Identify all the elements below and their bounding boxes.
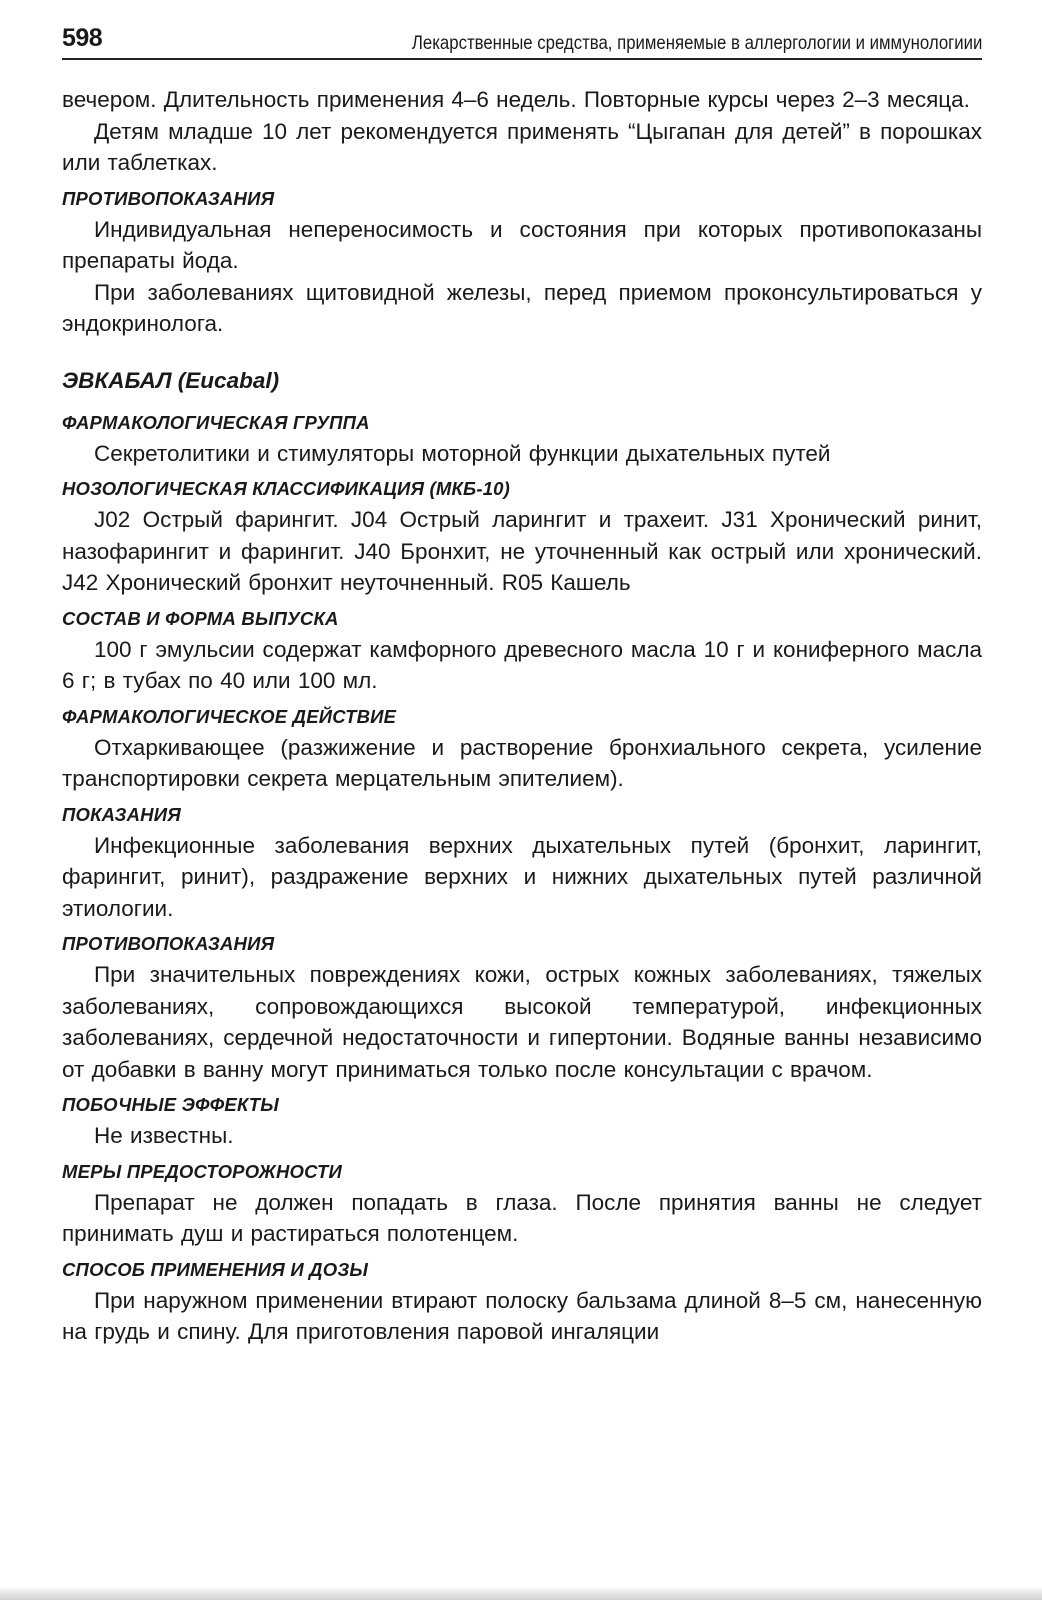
page-number: 598 bbox=[62, 24, 103, 52]
drug-title: ЭВКАБАЛ (Eucabal) bbox=[62, 367, 280, 393]
paragraph: Не известны. bbox=[94, 1123, 234, 1148]
paragraph: Индивидуальная непереносимость и состояния при которых противопоказаны препараты йода. bbox=[62, 216, 982, 273]
section-heading-side-effects: ПОБОЧНЫЕ ЭФФЕКТЫ bbox=[62, 1094, 279, 1115]
paragraph: Инфекционные заболевания верхних дыхательных путей (бронхит, ларингит, фарингит, ринит), раздражение верхних и нижних дыхательных путей различной этиологии. bbox=[62, 832, 982, 921]
paragraph: При заболеваниях щитовидной железы, перед приемом проконсультироваться у эндокринолога. bbox=[62, 279, 982, 336]
paragraph: Препарат не должен попадать в глаза. После принятия ванны не следует принимать душ и растираться полотенцем. bbox=[62, 1189, 982, 1246]
paragraph: Секретолитики и стимуляторы моторной функции дыхательных путей bbox=[94, 440, 831, 466]
section-heading-nosological-classification: НОЗОЛОГИЧЕСКАЯ КЛАССИФИКАЦИЯ (МКБ-10) bbox=[62, 478, 511, 499]
paragraph: J02 Острый фарингит. J04 Острый ларингит и трахеит. J31 Хронический ринит, назофарингит и фарингит. J40 Бронхит, не уточненный как острый или хронический. J42 Хронический бронхит неуточненный. R05 Кашель bbox=[62, 507, 982, 595]
section-heading-contraindications: ПРОТИВОПОКАЗАНИЯ bbox=[62, 187, 275, 209]
section-heading-pharmacological-group: ФАРМАКОЛОГИЧЕСКАЯ ГРУППА bbox=[62, 411, 370, 433]
page-body bbox=[62, 84, 982, 1348]
paragraph: При наружном применении втирают полоску бальзама длиной 8–5 см, нанесенную на грудь и спину. Для приготовления паровой ингаляции bbox=[62, 1287, 982, 1344]
page-header bbox=[62, 22, 982, 60]
section-heading-pharmacological-action: ФАРМАКОЛОГИЧЕСКОЕ ДЕЙСТВИЕ bbox=[62, 705, 397, 727]
section-heading-composition: СОСТАВ И ФОРМА ВЫПУСКА bbox=[62, 607, 339, 629]
scan-edge-shadow bbox=[0, 1586, 1042, 1600]
section-heading-dosage: СПОСОБ ПРИМЕНЕНИЯ И ДОЗЫ bbox=[62, 1258, 369, 1280]
paragraph: вечером. Длительность применения 4–6 недель. Повторные курсы через 2–3 месяца. bbox=[62, 87, 970, 112]
running-title: Лекарственные средства, применяемые в аллергологии и иммунологиии bbox=[411, 32, 982, 54]
paragraph: 100 г эмульсии содержат камфорного древесного масла 10 г и кониферного масла 6 г; в тубах по 40 или 100 мл. bbox=[62, 636, 982, 693]
paragraph: Детям младше 10 лет рекомендуется применять “Цыгапан для детей” в порошках или таблетках. bbox=[62, 118, 982, 175]
section-heading-contraindications: ПРОТИВОПОКАЗАНИЯ bbox=[62, 933, 275, 954]
section-heading-indications: ПОКАЗАНИЯ bbox=[62, 803, 181, 825]
section-heading-precautions: МЕРЫ ПРЕДОСТОРОЖНОСТИ bbox=[62, 1160, 342, 1182]
paragraph: При значительных повреждениях кожи, острых кожных заболеваниях, тяжелых заболеваниях, сопровождающихся высокой температурой, инфекционных заболеваниях, сердечной недостаточности и гипертонии. Водяные ванны независимо от добавки в ванну могут приниматься только после консультации с врачом. bbox=[62, 962, 982, 1082]
paragraph: Отхаркивающее (разжижение и растворение бронхиального секрета, усиление транспортировки секрета мерцательным эпителием). bbox=[62, 734, 982, 791]
